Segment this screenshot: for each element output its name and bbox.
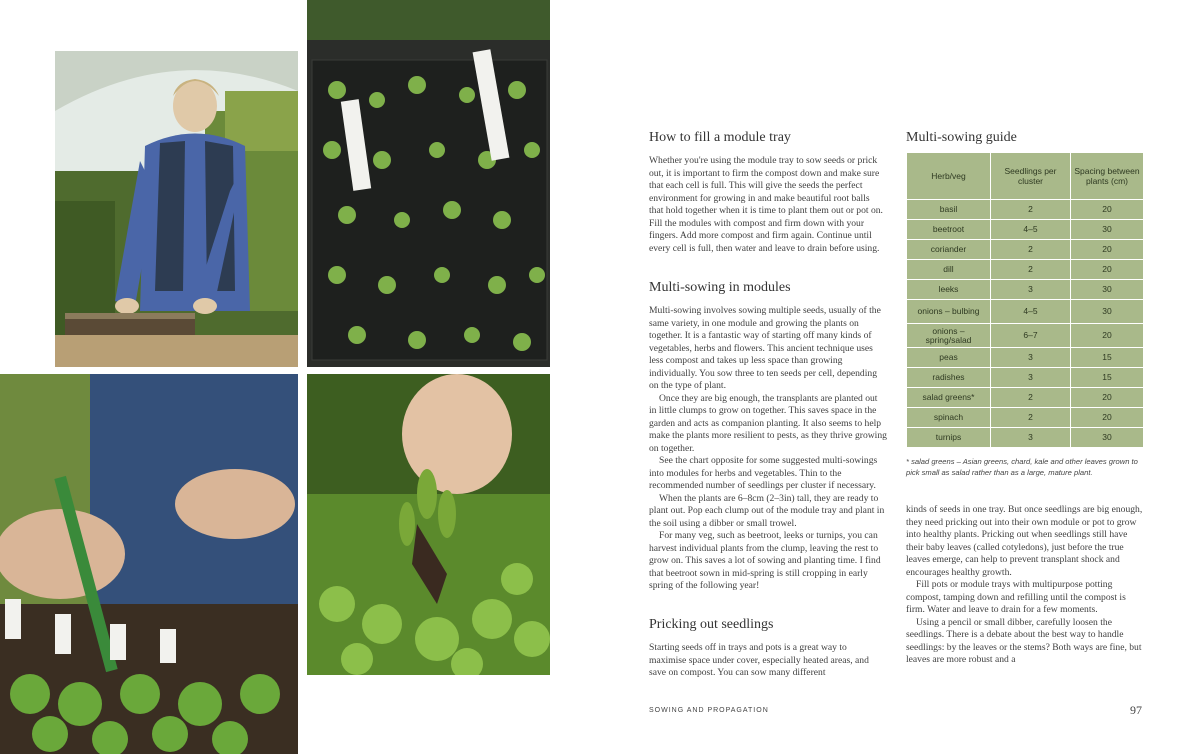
- table-row: [907, 240, 1144, 260]
- table-cell: onions – spring/salad: [907, 324, 991, 348]
- table-row: [907, 348, 1144, 368]
- heading-pricking-out: Pricking out seedlings: [649, 617, 774, 632]
- paragraph: Starting seeds off in trays and pots is a great way to maximise space under cover, especially heated areas, and save on compost. You can sow many different: [649, 642, 869, 678]
- table-cell: salad greens*: [907, 388, 991, 408]
- table-cell: beetroot: [907, 220, 991, 240]
- table-cell: 20: [1071, 324, 1144, 348]
- table-cell: 3: [991, 428, 1071, 448]
- seedling-clump-photo: [307, 374, 550, 675]
- greenhouse-photo: [55, 51, 298, 367]
- table-cell: 20: [1071, 240, 1144, 260]
- table-row: [907, 200, 1144, 220]
- table-cell: 20: [1071, 260, 1144, 280]
- paragraph: Using a pencil or small dibber, carefully loosen the seedlings. There is a debate about the best way to handle seedlings: by the leaves or the stems? Both ways are fine, but leaves are more robust and a: [906, 616, 1142, 665]
- heading-fill-module-tray: How to fill a module tray: [649, 130, 791, 145]
- paragraph: Once they are big enough, the transplants are planted out in little clumps to grow on together. This saves space in the garden and acts as companion planting. It also seems to help make the plants more resilient to pests, as they thrive growing on together.: [649, 392, 887, 454]
- paragraph: Whether you're using the module tray to sow seeds or prick out, it is important to firm the compost down and make sure that each cell is full. This will give the seeds the perfect environment for growing in and make beautiful root balls that hold together when it is time to plant them out or pot on. Fill the modules with compost and firm down with your fingers. Add more compost and firm again. Continue until every cell is full, then water and leave to drain before using.: [649, 155, 883, 254]
- multi-sowing-text: [649, 305, 887, 593]
- table-cell: basil: [907, 200, 991, 220]
- table-cell: dill: [907, 260, 991, 280]
- table-cell: 30: [1071, 280, 1144, 300]
- table-cell: peas: [907, 348, 991, 368]
- table-cell: leeks: [907, 280, 991, 300]
- table-cell: coriander: [907, 240, 991, 260]
- pricking-out-continued-text: [906, 504, 1144, 667]
- paragraph: For many veg, such as beetroot, leeks or turnips, you can harvest individual plants from the clump, leaving the rest to grow on. This saves a lot of sowing and planting time. I find that beetroot sown in mid-spring is still cropping in early spring of the following year!: [649, 530, 881, 591]
- table-cell: spinach: [907, 408, 991, 428]
- table-cell: 2: [991, 200, 1071, 220]
- paragraph: kinds of seeds in one tray. But once seedlings are big enough, they need pricking out into their own module or pot to grow into healthy plants. Pricking out when seedlings still have their baby leaves (called cotyledons), just before the true leaves emerge, can help to prevent transplant shock and encourages healthy growth.: [906, 504, 1143, 578]
- table-cell: 15: [1071, 348, 1144, 368]
- heading-multi-sowing-guide: Multi-sowing guide: [906, 130, 1017, 145]
- table-row: [907, 220, 1144, 240]
- table-footnote: * salad greens – Asian greens, chard, kale and other leaves grown to pick small as salad rather than as a large, mature plant.: [906, 457, 1138, 477]
- table-cell: 2: [991, 388, 1071, 408]
- running-footer-title: SOWING AND PROPAGATION: [649, 707, 769, 714]
- table-cell: 6–7: [991, 324, 1071, 348]
- column-header: Seedlings per cluster: [991, 153, 1071, 200]
- page-number: 97: [1130, 703, 1142, 717]
- table-row: [907, 428, 1144, 448]
- table-cell: 2: [991, 408, 1071, 428]
- pricking-out-photo: [0, 374, 298, 754]
- table-cell: 20: [1071, 200, 1144, 220]
- seedling-tray-photo: [307, 0, 550, 367]
- table-cell: 30: [1071, 220, 1144, 240]
- table-header-row: [907, 153, 1144, 200]
- pricking-out-text: [649, 642, 885, 680]
- paragraph: When the plants are 6–8cm (2–3in) tall, they are ready to plant out. Pop each clump out of the module tray and plant in the soil using a dibber or small trowel.: [649, 492, 885, 529]
- table-row: [907, 324, 1144, 348]
- paragraph: Fill pots or module trays with multipurpose potting compost, tamping down and refilling until the compost is firm. Water and leave to drain for a few moments.: [906, 579, 1126, 615]
- table-row: [907, 368, 1144, 388]
- table-row: [907, 388, 1144, 408]
- paragraph: See the chart opposite for some suggested multi-sowings into modules for herbs and vegetables. Thin to the recommended number of seedlings per cluster if necessary.: [649, 455, 878, 491]
- table-cell: radishes: [907, 368, 991, 388]
- table-row: [907, 280, 1144, 300]
- heading-multi-sowing: Multi-sowing in modules: [649, 280, 791, 295]
- table-cell: 3: [991, 280, 1071, 300]
- table-cell: 3: [991, 348, 1071, 368]
- fill-module-tray-text: [649, 155, 885, 255]
- table-cell: 2: [991, 240, 1071, 260]
- table-row: [907, 260, 1144, 280]
- table-cell: 4–5: [991, 220, 1071, 240]
- table-row: [907, 408, 1144, 428]
- column-header: Spacing between plants (cm): [1071, 153, 1144, 200]
- table-cell: 20: [1071, 408, 1144, 428]
- table-cell: 2: [991, 260, 1071, 280]
- table-cell: 30: [1071, 428, 1144, 448]
- column-header: Herb/veg: [907, 153, 991, 200]
- table-cell: 30: [1071, 300, 1144, 324]
- multi-sowing-guide-table: [906, 152, 1144, 448]
- table-row: [907, 300, 1144, 324]
- table-cell: 4–5: [991, 300, 1071, 324]
- table-cell: 15: [1071, 368, 1144, 388]
- table-cell: turnips: [907, 428, 991, 448]
- table-cell: 3: [991, 368, 1071, 388]
- table-cell: onions – bulbing: [907, 300, 991, 324]
- table-cell: 20: [1071, 388, 1144, 408]
- paragraph: Multi-sowing involves sowing multiple seeds, usually of the same variety, in one module and growing the plants on together. It is a fantastic way of starting off many kinds of vegetables, herbs and flowers. This ancient technique uses less compost and takes up less space than growing individually. You sow three to ten seeds per cell, depending on the type of plant.: [649, 305, 881, 391]
